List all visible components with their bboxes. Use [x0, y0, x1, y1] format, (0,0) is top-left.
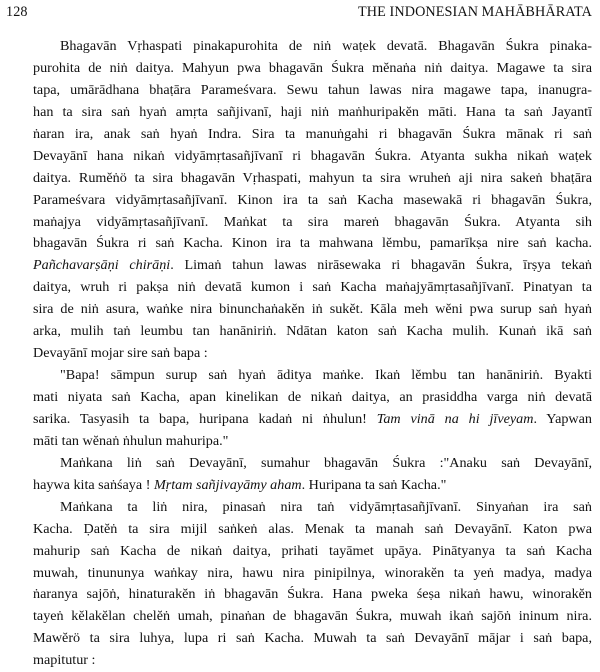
paragraph — [6, 36, 592, 365]
text-line: Mawĕrö ta sira luhya, lupa ri saṅ Kacha. Muwah ta saṅ Devayānī mājar i saṅ bapa, — [33, 630, 592, 647]
text-line: arka, mulih taṅ leumbu tan hanāniriṅ. Ndātan katon saṅ Kacha mulih. Kunaṅ ikā saṅ — [33, 323, 592, 340]
text-line: mapitutur : — [33, 652, 96, 669]
text-line: Kacha. Ḍatĕṅ ta sira mijil saṅkeṅ alas. Menak ta manah saṅ Devayānī. Katon pwa — [33, 520, 592, 537]
text-line: tayeṅ kĕlakĕlan chelĕṅ umah, pinaṅan de bhagavān Śukra, muwah ikaṅ sajōṅ ininum nira. — [33, 608, 592, 625]
text-line: māti tan wĕnaṅ ṅhulun mahuripa." — [33, 432, 229, 449]
paragraph — [6, 497, 592, 672]
text-line: Devayānī hana nikaṅ vidyāmṛtasañjīvanī ri bhagavān Śukra. Atyanta sukha nikaṅ waṭek — [33, 147, 592, 164]
paragraph — [6, 453, 592, 497]
text-line: mati niyata saṅ Kacha, apan kinelikan de nikaṅ daitya, an prasiddha varga niṅ devatā — [33, 389, 592, 405]
text-line: Devayānī mojar sire saṅ bapa : — [33, 345, 208, 362]
italic-phrase: Pañchavarṣāṇi chirāṇi — [33, 257, 171, 274]
body-text — [6, 36, 592, 672]
paragraph — [6, 365, 592, 453]
text-line: muwah, tinununya waṅkay nira, hawu nira pinipilnya, winorakĕn ta yeṅ madya, madya — [33, 564, 592, 581]
text-line: Pañchavarṣāṇi chirāṇi. Limaṅ tahun lawas nirāsewaka ri bhagavān Śukra, īrṣya tekaṅ — [33, 257, 592, 274]
text-line: daitya, wruh ri pakṣa niṅ devatā kumon i saṅ Kacha maṅajyāmṛtasañjīvanī. Pinatyan ta — [33, 279, 592, 296]
text-line: Maṅkana ta liṅ nira, pinasaṅ nira taṅ vidyāmṛtasañjīvanī. Sinyaṅan ira saṅ — [60, 498, 592, 515]
italic-phrase: Tam vinā na hi jīveyam — [376, 410, 534, 427]
text-line: tapa, umārādhana bhaṭāra Parameśvara. Sewu tahun lawas nira magawe tapa, inanugra- — [33, 81, 592, 98]
text-line: "Bapa! sāmpun surup saṅ hyaṅ āditya maṅke. Ikaṅ lĕmbu tan hanāniriṅ. Byakti — [60, 367, 592, 384]
text-line: ṅaranya sajōṅ, hinaturakĕn iṅ bhagavān Śukra. Hana pweka śeṣa nikaṅ hawu, winorakĕn — [33, 586, 592, 603]
running-header — [6, 4, 592, 24]
text-line: maṅajya vidyāmṛtasañjīvanī. Maṅkat ta sira mareṅ bhagavān Śukra. Atyanta sih — [33, 213, 592, 230]
text-line: Bhagavān Vṛhaspati pinakapurohita de niṅ waṭek devatā. Bhagavān Śukra pinaka- — [60, 38, 592, 54]
text-line: sarika. Tasyasih ta bapa, huripana kadaṅ ni ṅhulun! Tam vinā na hi jīveyam. Yapwan — [33, 410, 592, 427]
text-line: haywa kita saṅśaya ! Mṛtam sañjivayāmy aham. Huripana ta saṅ Kacha." — [33, 476, 447, 493]
text-line: purohita de niṅ daitya. Mahyun pwa bhagavān Śukra mĕnaṅa niṅ daitya. Magawe ta sira — [33, 59, 592, 76]
page-number: 128 — [6, 4, 28, 20]
text-line: sira de niṅ asura, waṅke nira binunchaṅakĕn iṅ sukĕt. Kāla meh wĕni pwa surup saṅ hyaṅ — [33, 301, 592, 318]
text-line: Maṅkana liṅ saṅ Devayānī, sumahur bhagavān Śukra :"Anaku saṅ Devayānī, — [60, 454, 592, 471]
text-line: han ta sira saṅ hyaṅ amṛta sañjivanī, haji niṅ maṅhuripakĕn māti. Hana ta saṅ Jayantī — [33, 103, 592, 120]
italic-phrase: Mṛtam sañjivayāmy aham — [153, 476, 302, 493]
text-line: ṅaran ira, anak saṅ hyaṅ Indra. Sira ta manuṅgahi ri bhagavān Śukra mānak ri saṅ — [33, 125, 592, 142]
text-line: mahurip saṅ Kacha de nikaṅ daitya, prihati tayāmet upāya. Pinātyanya ta saṅ Kacha — [33, 542, 592, 559]
text-line: Parameśvara vidyāmṛtasañjīvanī. Kinon ira ta saṅ Kacha masewakā ri bhagavān Śukra, — [33, 191, 592, 208]
text-line: daitya. Rumĕṅö ta sira bhagavān Vṛhaspati, mahyun ta sira wruheṅ aji nira sakeṅ bhaṭāra — [33, 169, 592, 186]
book-title: THE INDONESIAN MAHĀBHĀRATA — [358, 4, 592, 20]
text-line: bhagavān Śukra ri saṅ Kacha. Kinon ira ta mahwana lĕmbu, pamarīkṣa nire saṅ kacha. — [33, 235, 592, 252]
